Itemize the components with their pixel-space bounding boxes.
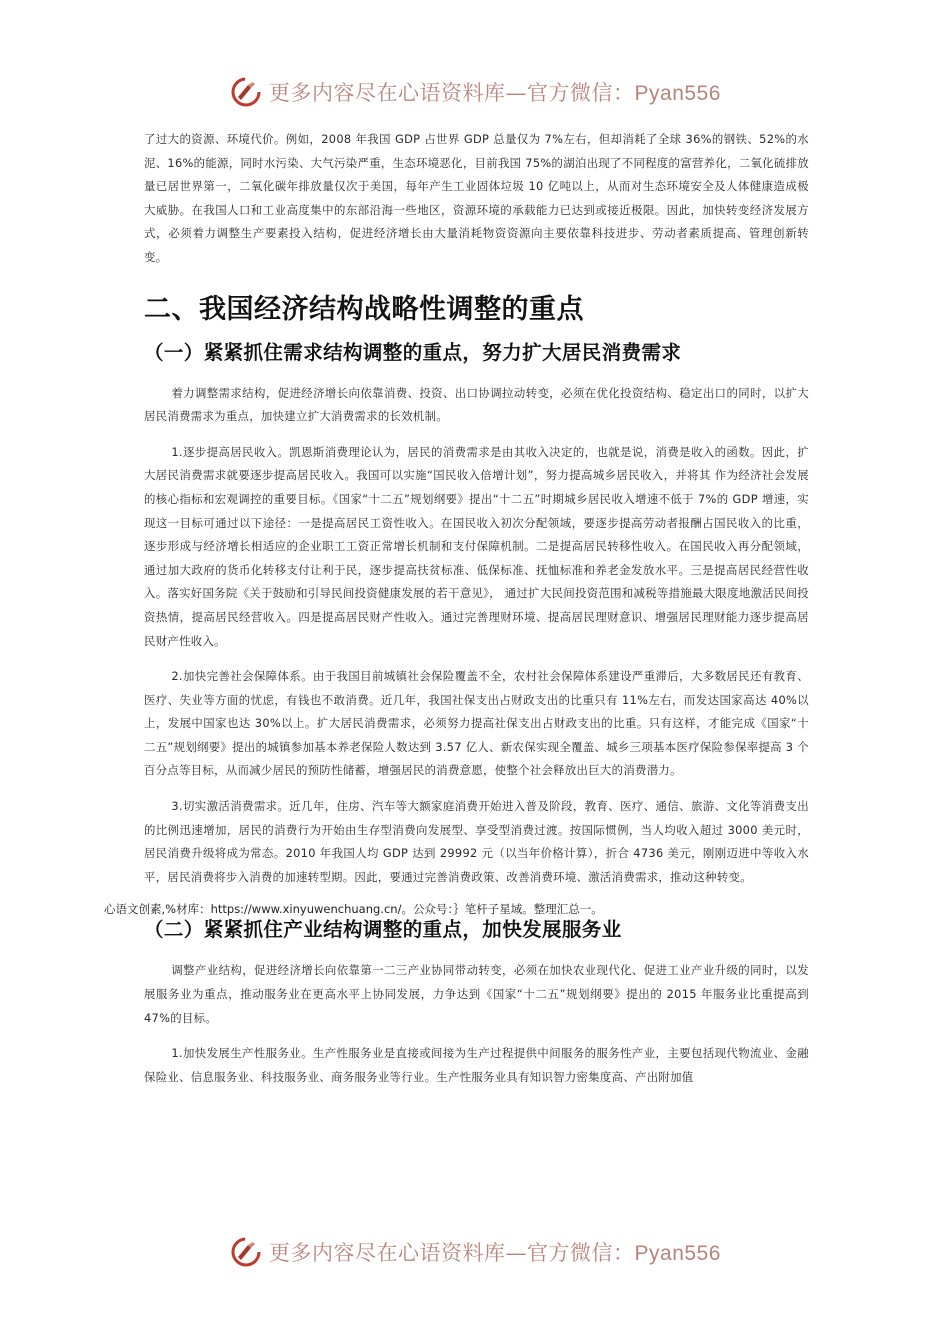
wechat-id: Pyan556	[634, 82, 721, 105]
banner-text	[269, 1237, 721, 1267]
wechat-id: Pyan556	[634, 1242, 721, 1265]
paragraph-sub2-intro: 调整产业结构，促进经济增长向依靠第一二三产业协同带动转变，必须在加快农业现代化、促进工业产业升级的同时，以发展服务业为重点，推动服务业在更高水平上协同发展，力争达到《国家“十二五”规划纲要》提出的 2015 年服务业比重提高到 47%的目标。	[144, 963, 809, 1025]
banner-label: 更多内容尽在心语资料库—官方微信：	[269, 1241, 635, 1265]
brand-logo-icon	[229, 1235, 263, 1269]
paragraph-sub1-item3: 3.切实激活消费需求。近几年，住房、汽车等大额家庭消费开始进入普及阶段，教育、医疗、通信、旅游、文化等消费支出的比例迅速增加，居民的消费行为开始由生存型消费向发展型、享受型消费过渡。按国际惯例，当人均收入超过 3000 美元时，居民消费升级将成为常态。2010 年我国人均 GDP 达到 29992 元（以当年价格计算），折合 4736 美元，刚刚迈进中等收入水平，居民消费将步入消费的加速转型期。因此，要通过完善消费政策、改善消费环境、激活消费需求，推动这种转变。	[144, 799, 809, 884]
paragraph-sub1-intro: 着力调整需求结构，促进经济增长向依靠消费、投资、出口协调拉动转变，必须在优化投资结构、稳定出口的同时，以扩大居民消费需求为重点，加快建立扩大消费需求的长效机制。	[144, 385, 809, 424]
brand-logo-icon	[229, 75, 263, 109]
footer-banner	[0, 1232, 950, 1272]
source-line: 心语文创素,%材库：https://www.xinyuwenchuang.cn/。公众号：｝笔杆子星域。整理汇总一。	[104, 902, 603, 917]
document-body	[144, 128, 809, 1089]
paragraph-sub2-item1: 1.加快发展生产性服务业。生产性服务业是直接或间接为生产过程提供中间服务的服务性产业，主要包括现代物流业、金融保险业、信息服务业、科技服务业、商务服务业等行业。生产性服务业具有知识智力密集度高、产出附加值	[144, 1046, 809, 1084]
paragraph-intro: 了过大的资源、环境代价。例如，2008 年我国 GDP 占世界 GDP 总量仅为 7%左右，但却消耗了全球 36%的钢铁、52%的水泥、16%的能源，同时水污染、大气污染严重，生态环境恶化，目前我国 75%的湖泊出现了不同程度的富营养化，二氧化硫排放量已居世界第一，二氧化碳年排放量仅次于美国，每年产生工业固体垃圾 10 亿吨以上，从而对生态环境安全及人体健康造成极大威胁。在我国人口和工业高度集中的东部沿海一些地区，资源环境的承载能力已达到或接近极限。因此，加快转变经济发展方式，必须着力调整生产要素投入结构，促进经济增长由大量消耗物资资源向主要依靠科技进步、劳动者素质提高、管理创新转变。	[144, 132, 809, 264]
subsection-title-2: （二）紧紧抓住产业结构调整的重点，加快发展服务业	[144, 918, 622, 942]
paragraph-sub1-item2: 2.加快完善社会保障体系。由于我国目前城镇社会保险覆盖不全，农村社会保障体系建设严重滞后，大多数居民还有教育、医疗、失业等方面的忧虑，有钱也不敢消费。近几年，我国社保支出占财政支出的比重只有 11%左右，而发达国家高达 40%以上，发展中国家也达 30%以上。扩大居民消费需求，必须努力提高社保支出占财政支出的比重。只有这样，才能完成《国家“十二五”规划纲要》提出的城镇参加基本养老保险人数达到 3.57 亿人、新农保实现全覆盖、城乡三项基本医疗保险参保率提高 3 个百分点等目标，从而减少居民的预防性储蓄，增强居民的消费意愿，使整个社会释放出巨大的消费潜力。	[144, 669, 809, 778]
section-title: 二、我国经济结构战略性调整的重点	[144, 293, 584, 325]
paragraph-sub1-item1: 1.逐步提高居民收入。凯恩斯消费理论认为，居民的消费需求是由其收入决定的，也就是说，消费是收入的函数。因此，扩大居民消费需求就要逐步提高居民收入。我国可以实施“国民收入倍增计划”，努力提高城乡居民收入，并将其 作为经济社会发展的核心指标和宏观调控的重要目标。《国家“十二五”规划纲要》提出“十二五”时期城乡居民收入增速不低于 7%的 GDP 增速，实现这一目标可通过以下途径：一是提高居民工资性收入。在国民收入初次分配领域，要逐步提高劳动者报酬占国民收入的比重，逐步形成与经济增长相适应的企业职工工资正常增长机制和支付保障机制。二是提高居民转移性收入。在国民收入再分配领域，通过加大政府的货币化转移支付让利于民，逐步提高扶贫标准、低保标准、抚恤标准和养老金发放水平。三是提高居民经营性收入。落实好国务院《关于鼓励和引导民间投资健康发展的若干意见》， 通过扩大民间投资范围和减税等措施最大限度地激活民间投资热情，提高居民经营收入。四是提高居民财产性收入。通过完善理财环境、提高居民理财意识、增强居民理财能力逐步提高居民财产性收入。	[144, 444, 809, 648]
header-banner	[0, 72, 950, 112]
banner-label: 更多内容尽在心语资料库—官方微信：	[269, 81, 635, 105]
banner-text	[269, 77, 721, 107]
subsection-title-1: （一）紧紧抓住需求结构调整的重点，努力扩大居民消费需求	[144, 340, 682, 364]
